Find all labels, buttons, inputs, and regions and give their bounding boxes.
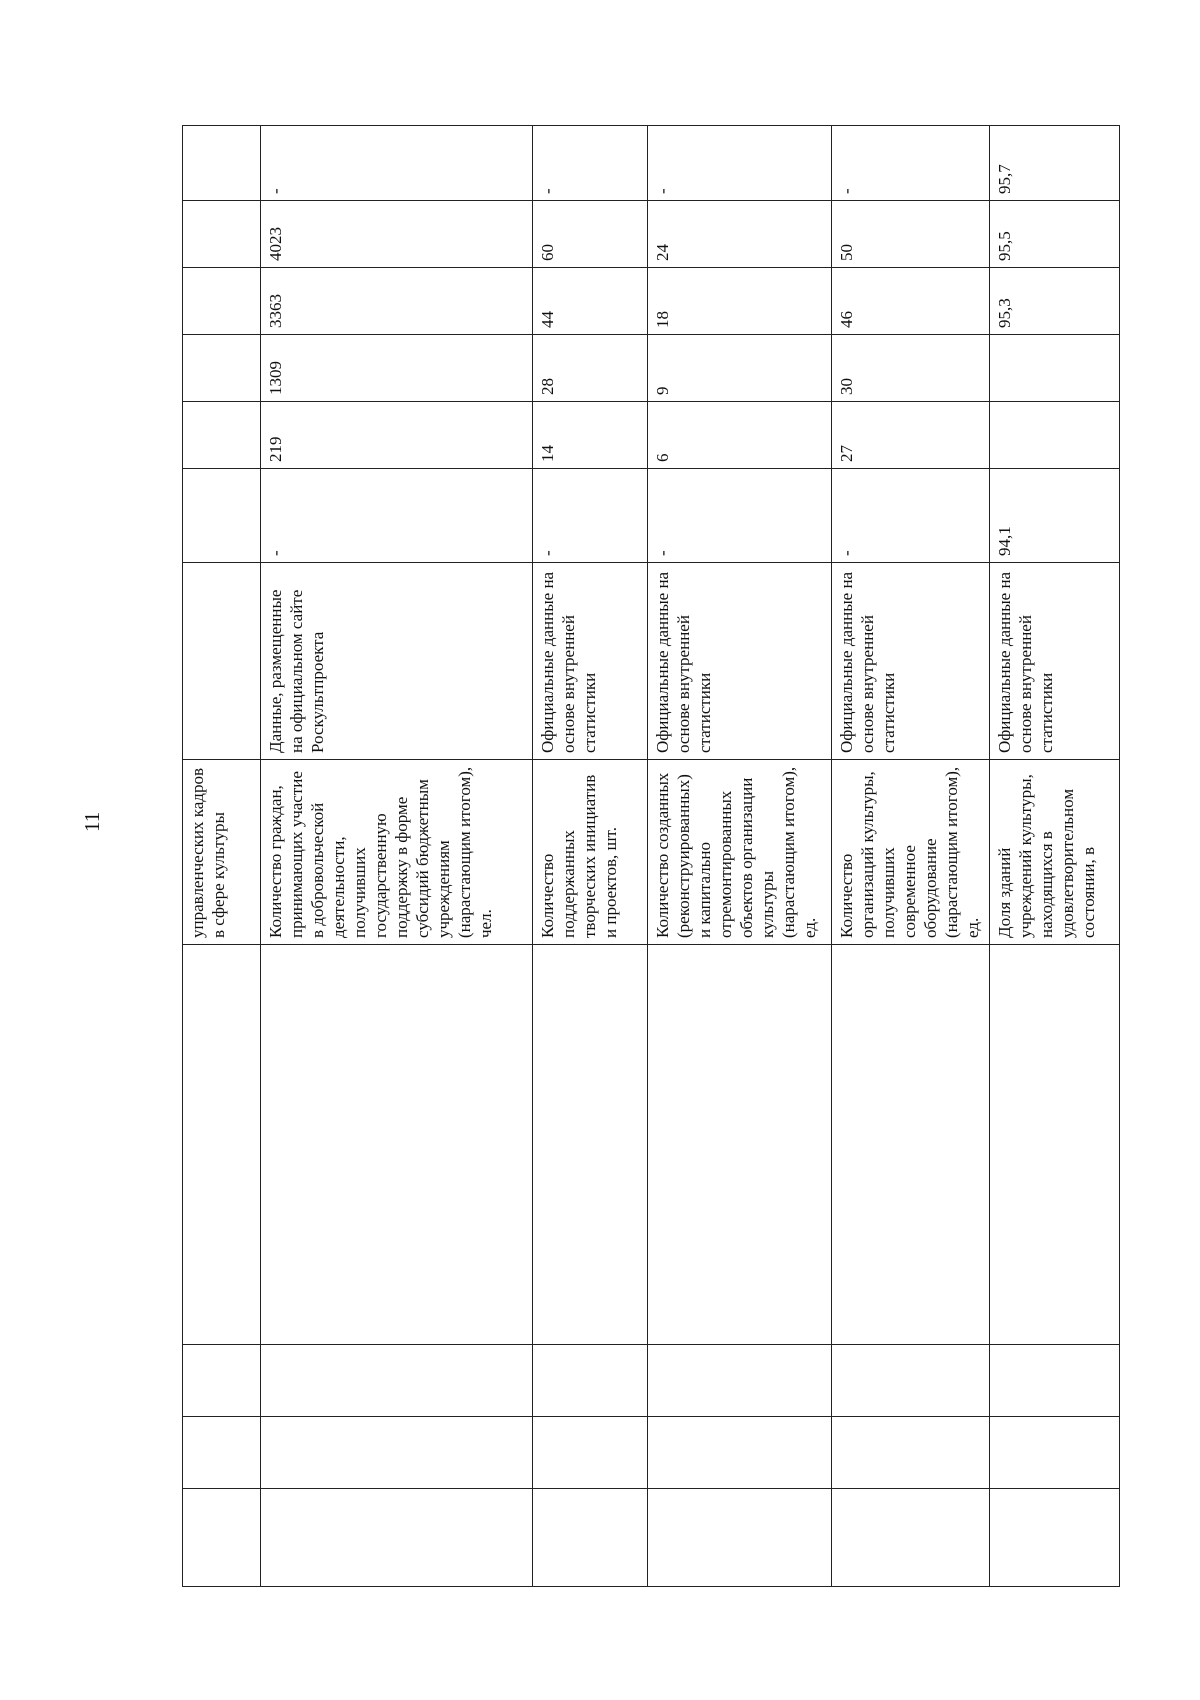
base-value-cell: - [648, 469, 831, 563]
table-row [831, 125, 989, 1587]
value-cell [183, 201, 260, 268]
empty-cell [648, 1417, 831, 1489]
value-cell: 95,5 [990, 201, 1119, 268]
value-cell [990, 335, 1119, 402]
empty-cell [832, 1417, 989, 1489]
empty-cell [533, 1489, 647, 1587]
value-cell [990, 402, 1119, 469]
value-cell: 44 [533, 268, 647, 335]
last-value-cell: - [261, 125, 532, 201]
value-cell: 6 [648, 402, 831, 469]
indicators-table [182, 125, 1120, 1587]
value-cell: 30 [832, 335, 989, 402]
base-value-cell: - [533, 469, 647, 563]
empty-cell [832, 945, 989, 1345]
value-cell: 60 [533, 201, 647, 268]
source-cell: Официальные данные на основе внутренней статистики [832, 563, 989, 760]
last-value-cell [183, 125, 260, 201]
empty-cell [261, 1345, 532, 1417]
source-cell [183, 563, 260, 760]
empty-cell [261, 1489, 532, 1587]
last-value-cell: - [533, 125, 647, 201]
source-cell: Официальные данные на основе внутренней статистики [990, 563, 1119, 760]
indicator-cell: Количество организаций культуры, получивших современное оборудование (нарастающим итогом), ед. [832, 760, 989, 945]
base-value-cell: - [261, 469, 532, 563]
value-cell: 9 [648, 335, 831, 402]
value-cell [183, 268, 260, 335]
value-cell: 46 [832, 268, 989, 335]
value-cell: 24 [648, 201, 831, 268]
value-cell [183, 335, 260, 402]
table-row [532, 125, 647, 1587]
value-cell: 3363 [261, 268, 532, 335]
empty-cell [183, 1417, 260, 1489]
base-value-cell [183, 469, 260, 563]
indicator-cell: Количество созданных (реконструированных) и капитально отремонтированных объектов организации культуры (нарастающим итогом), ед. [648, 760, 831, 945]
value-cell: 95,3 [990, 268, 1119, 335]
empty-cell [261, 1417, 532, 1489]
last-value-cell: - [832, 125, 989, 201]
value-cell: 50 [832, 201, 989, 268]
source-cell: Официальные данные на основе внутренней статистики [648, 563, 831, 760]
base-value-cell: - [832, 469, 989, 563]
empty-cell [990, 1489, 1119, 1587]
value-cell: 4023 [261, 201, 532, 268]
indicator-cell: Количество граждан, принимающих участие в добровольческой деятельности, получивших государственную поддержку в форме субсидий бюджетным учреждениям (нарастающим итогом), чел. [261, 760, 532, 945]
empty-cell [183, 1489, 260, 1587]
empty-cell [832, 1345, 989, 1417]
empty-cell [648, 945, 831, 1345]
empty-cell [261, 945, 532, 1345]
empty-cell [533, 1345, 647, 1417]
table-row [647, 125, 831, 1587]
empty-cell [533, 945, 647, 1345]
value-cell: 219 [261, 402, 532, 469]
empty-cell [648, 1489, 831, 1587]
empty-cell [533, 1417, 647, 1489]
value-cell: 28 [533, 335, 647, 402]
indicator-cell: Доля зданий учреждений культуры, находящихся в удовлетворительном состоянии, в [990, 760, 1119, 945]
base-value-cell: 94,1 [990, 469, 1119, 563]
empty-cell [648, 1345, 831, 1417]
table-row [260, 125, 532, 1587]
last-value-cell: 95,7 [990, 125, 1119, 201]
empty-cell [183, 1345, 260, 1417]
value-cell: 27 [832, 402, 989, 469]
table-row [182, 125, 260, 1587]
empty-cell [990, 1345, 1119, 1417]
empty-cell [990, 1417, 1119, 1489]
value-cell [183, 402, 260, 469]
indicator-cell: управленческих кадров в сфере культуры [183, 760, 260, 945]
table-row [989, 125, 1120, 1587]
empty-cell [183, 945, 260, 1345]
value-cell: 18 [648, 268, 831, 335]
empty-cell [832, 1489, 989, 1587]
page-number: 11 [80, 811, 104, 832]
indicator-cell: Количество поддержанных творческих инициатив и проектов, шт. [533, 760, 647, 945]
empty-cell [990, 945, 1119, 1345]
last-value-cell: - [648, 125, 831, 201]
source-cell: Данные, размещенные на официальном сайте Роскультпроекта [261, 563, 532, 760]
source-cell: Официальные данные на основе внутренней статистики [533, 563, 647, 760]
value-cell: 1309 [261, 335, 532, 402]
value-cell: 14 [533, 402, 647, 469]
